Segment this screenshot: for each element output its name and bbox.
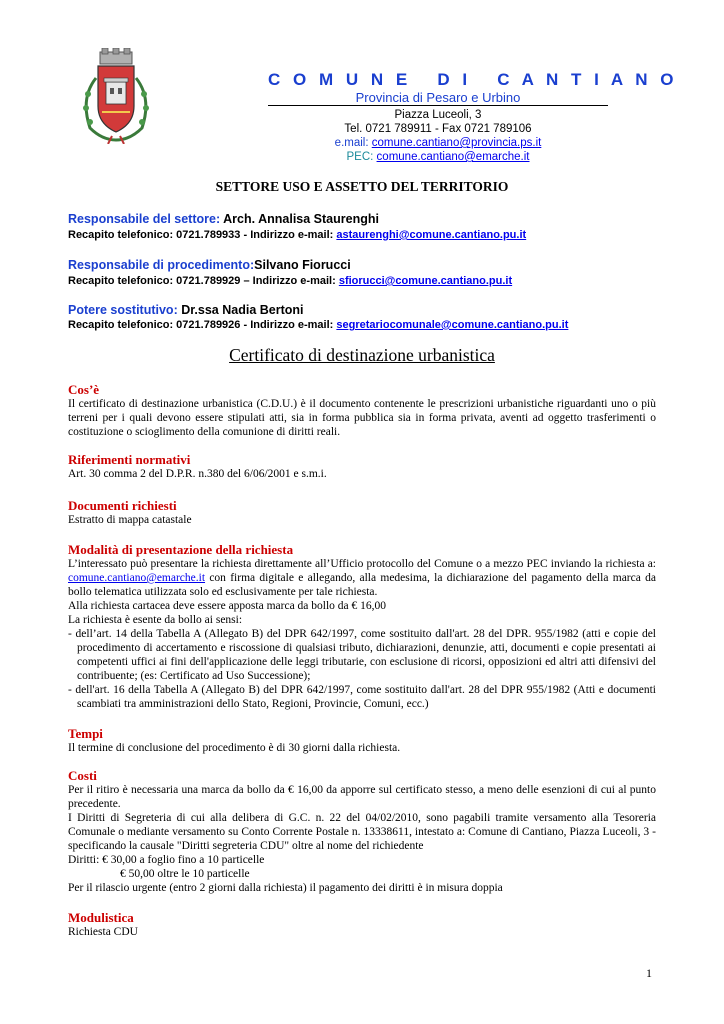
modalita-intro-after: con firma digitale e allegando, alla medesima, la dichiarazione del pagamento della marca da bollo telematica utilizzata solo ed esclusivamente per tale richiesta.	[68, 572, 656, 598]
modalita-intro	[68, 557, 656, 599]
section-heading-modulistica: Modulistica	[68, 910, 134, 925]
header-pec-link[interactable]: comune.cantiano@emarche.it	[376, 151, 530, 163]
costi-rilascio-urgente: Per il rilascio urgente (entro 2 giorni dalla richiesta) il pagamento dei diritti è in misura doppia	[68, 882, 503, 894]
resp-procedimento-label: Responsabile di procedimento:	[68, 258, 255, 272]
modalita-bullet-art16: - dell'art. 16 della Tabella A (Allegato B) del DPR 642/1997, come sostituito dall'art. 28 del DPR 955/1982 (Atti e documenti scambiati tra amministrazioni dello Stato, Regioni, Provincie, Comuni, ecc.)	[68, 684, 656, 710]
potere-sostitutivo-contact-text: Recapito telefonico: 0721.789926 - Indirizzo e-mail:	[68, 319, 337, 331]
potere-sostitutivo-contact	[68, 319, 568, 331]
costi-diritti-oltre-10: € 50,00 oltre le 10 particelle	[120, 868, 250, 880]
costi-diritti-fino-10: Diritti: € 30,00 a foglio fino a 10 particelle	[68, 854, 265, 866]
header-rule	[268, 105, 608, 106]
resp-procedimento-contact	[68, 275, 512, 287]
resp-procedimento-contact-text: Recapito telefonico: 0721.789929 – Indirizzo e-mail:	[68, 275, 339, 287]
section-heading-riferimenti: Riferimenti normativi	[68, 452, 191, 467]
modalita-pec-link[interactable]: comune.cantiano@emarche.it	[68, 572, 206, 584]
resp-settore-label: Responsabile del settore:	[68, 212, 221, 226]
provincia-name: Provincia di Pesaro e Urbino	[355, 90, 521, 105]
potere-sostitutivo-name: Dr.ssa Nadia Bertoni	[177, 303, 304, 317]
document-title: Certificato di destinazione urbanistica	[229, 345, 495, 365]
section-text-documenti: Estratto di mappa catastale	[68, 514, 192, 526]
resp-procedimento-line	[68, 258, 351, 272]
section-heading-cose: Cos’è	[68, 382, 100, 397]
municipal-crest-icon	[76, 48, 156, 144]
section-text-riferimenti: Art. 30 comma 2 del D.P.R. n.380 del 6/06/2001 e s.m.i.	[68, 468, 327, 480]
potere-sostitutivo-email-link[interactable]: segretariocomunale@comune.cantiano.pu.it	[336, 319, 569, 331]
section-heading-tempi: Tempi	[68, 726, 103, 741]
header-pec-label: PEC:	[346, 151, 377, 163]
resp-procedimento-name: Silvano Fiorucci	[254, 258, 351, 272]
potere-sostitutivo-label: Potere sostitutivo:	[68, 303, 178, 317]
comune-name: C O M U N E D I C A N T I A N O	[268, 70, 678, 89]
header-tel-fax: Tel. 0721 789911 - Fax 0721 789106	[344, 123, 532, 135]
section-heading-costi: Costi	[68, 768, 97, 783]
resp-settore-contact	[68, 229, 526, 241]
costi-ritiro: Per il ritiro è necessaria una marca da bollo da € 16,00 da apporre sul certificato stesso, a meno delle esenzioni di cui al punto precedente.	[68, 784, 656, 810]
settore-heading: SETTORE USO E ASSETTO DEL TERRITORIO	[215, 179, 509, 194]
resp-procedimento-email-link[interactable]: sfiorucci@comune.cantiano.pu.it	[338, 275, 513, 287]
potere-sostitutivo-line	[68, 303, 304, 317]
modalita-bullet-art14: - dell’art. 14 della Tabella A (Allegato B) del DPR 642/1997, come sostituito dall'art. 28 del DPR. 955/1982 (atti e copie del procedimento di accertamento e riscossione di qualsiasi tributo, dichiarazioni, denunzie, atti, documenti e copie presentati ai competenti uffici ai fini dell'applicazione delle leggi tributarie, con esclusione di ricorsi, opposizioni ed altri atti difensivi del contribuente; (es: Certificato ad Uso Successione);	[68, 628, 656, 682]
modalita-line-bollo: Alla richiesta cartacea deve essere apposta marca da bollo da € 16,00	[68, 600, 387, 612]
resp-settore-name: Arch. Annalisa Staurenghi	[220, 212, 379, 226]
header-email-label: e.mail:	[334, 137, 372, 149]
section-heading-documenti: Documenti richiesti	[68, 498, 177, 513]
section-block-costi	[68, 783, 656, 895]
section-text-modulistica: Richiesta CDU	[68, 926, 138, 938]
resp-settore-contact-text: Recapito telefonico: 0721.789933 - Indirizzo e-mail:	[68, 229, 337, 241]
resp-settore-line	[68, 212, 379, 226]
modalita-line-esente: La richiesta è esente da bollo ai sensi:	[68, 614, 243, 626]
section-heading-modalita: Modalità di presentazione della richiesta	[68, 542, 294, 557]
modalita-intro-before: L’interessato può presentare la richiesta direttamente all’Ufficio protocollo del Comune o a mezzo PEC inviando la richiesta a:	[68, 558, 656, 570]
header-email-line	[268, 136, 608, 150]
section-text-cose: Il certificato di destinazione urbanistica (C.D.U.) è il documento contenente le prescrizioni urbanistiche riguardanti uno o più terreni per i quali devono essere stipulati atti, sia in forma pubblica sia in forma privata, aventi ad oggetto trasferimenti o costituzione o scioglimento della comunione di diritti reali.	[68, 398, 656, 438]
resp-settore-email-link[interactable]: astaurenghi@comune.cantiano.pu.it	[336, 229, 527, 241]
header-email-link[interactable]: comune.cantiano@provincia.ps.it	[371, 137, 542, 149]
section-text-tempi: Il termine di conclusione del procedimento è di 30 giorni dalla richiesta.	[68, 742, 401, 754]
costi-diritti-segreteria: I Diritti di Segreteria di cui alla delibera di G.C. n. 22 del 04/02/2010, sono pagabili tramite versamento alla Tesoreria Comunale o mediante versamento su Conto Corrente Postale n. 13338611, intestato a: Comune di Cantiano, Piazza Luceoli, 3 - specificando la causale "Diritti segreteria CDU" oltre al nome del richiedente	[68, 812, 656, 852]
header-address: Piazza Luceoli, 3	[394, 109, 482, 121]
page-number: 1	[646, 966, 652, 980]
section-block-modalita	[68, 557, 656, 711]
header-pec-line	[268, 150, 608, 164]
